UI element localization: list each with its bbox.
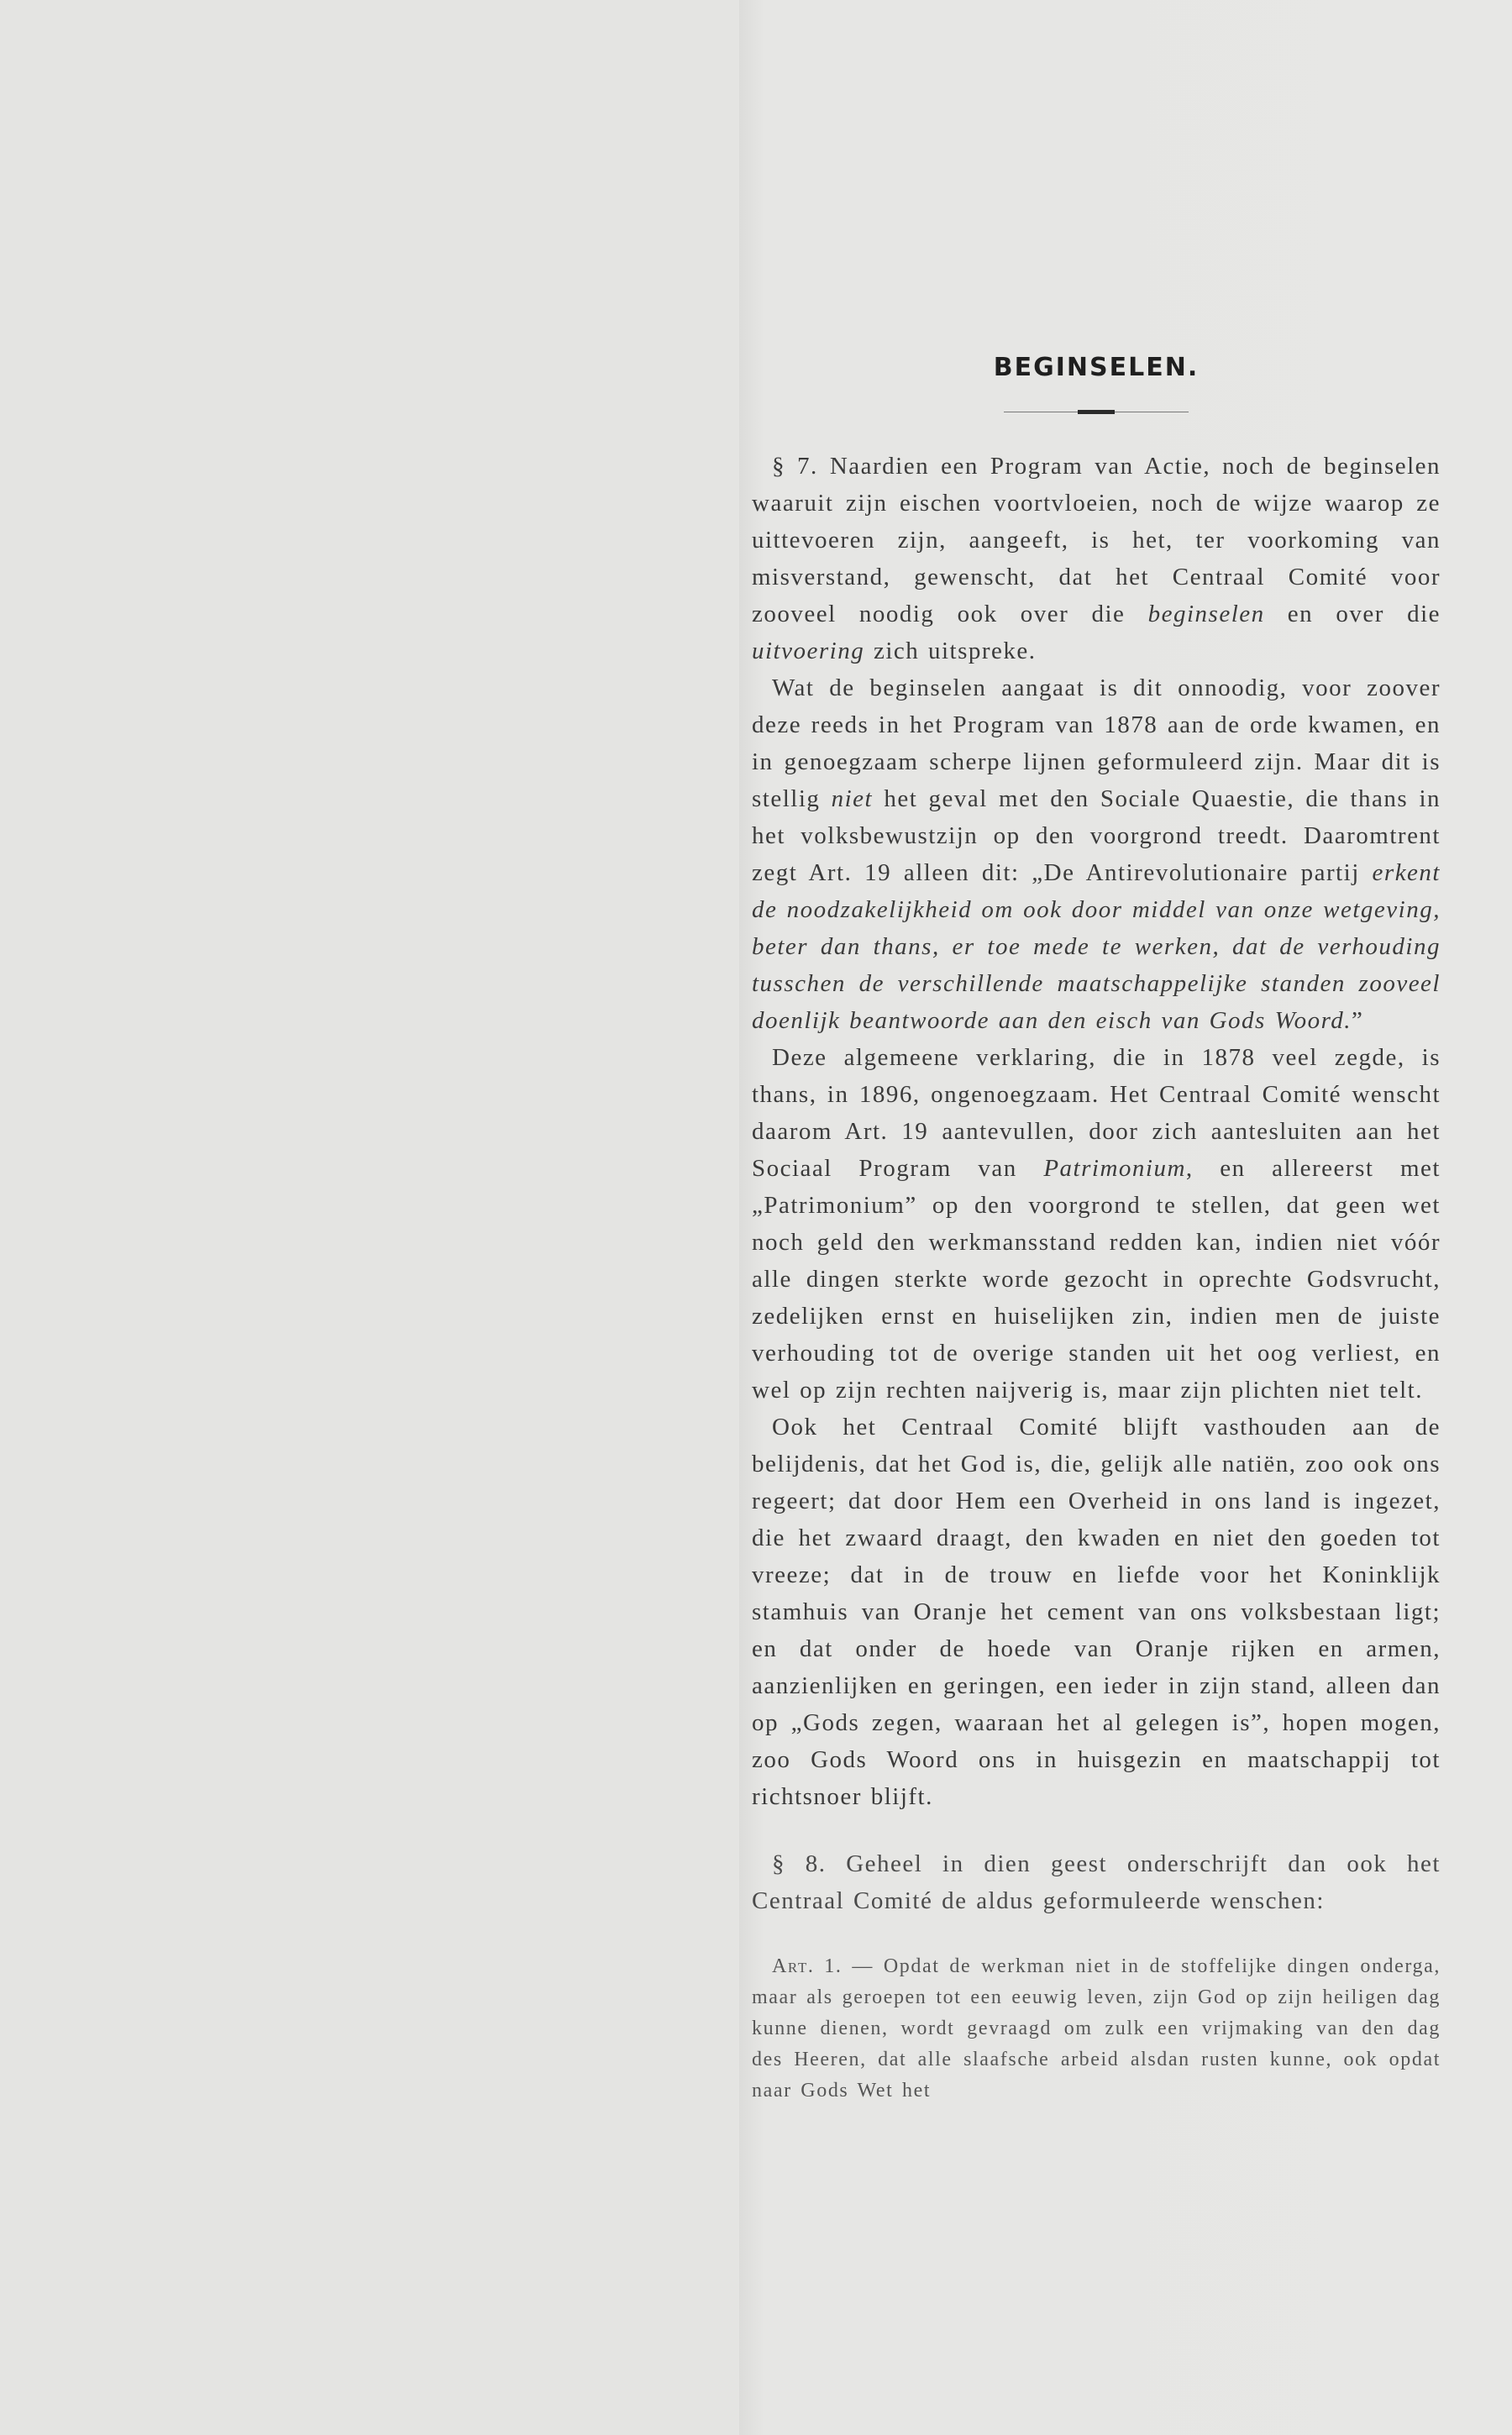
ornamental-divider — [1004, 409, 1189, 416]
paragraph-verklaring — [752, 1039, 1441, 1409]
article-label: Art. 1. — [772, 1955, 843, 1977]
paragraph-beginselen — [752, 669, 1441, 1039]
emphasis: beginselen — [1147, 601, 1265, 627]
page-title: BEGINSELEN. — [993, 353, 1200, 382]
text-run: Deze algemeene verklaring, die in 1878 veel zegde, is thans, in 1896, ongenoegzaam. Het Centraal Comité wenscht daarom Art. 19 aantevullen, door zich aantesluiten aan het Sociaal Program van — [752, 1044, 1441, 1182]
text-run: ” — [1352, 1007, 1364, 1034]
paragraph-section-7 — [752, 448, 1441, 669]
emphasis: erkent de noodzakelijkheid om ook door middel van onze wetgeving, beter dan thans, er toe mede te werken, dat de verhouding tusschen de verschillende maatschappelijke standen zooveel doenlijk beantwoorde aan den eisch van Gods Woord. — [752, 859, 1441, 1034]
paragraph-section-8: § 8. Geheel in dien geest onderschrijft dan ook het Centraal Comité de aldus geformuleerde wenschen: — [752, 1850, 1441, 1914]
emphasis: uitvoering — [752, 638, 865, 664]
text-run: het geval met den Sociale Quaestie, die thans in het volksbewustzijn op den voorgrond treedt. Daaromtrent zegt Art. 19 alleen dit: „De Antirevolutionaire partij — [752, 785, 1441, 886]
text-run: § 7. Naardien een Program van Actie, noch de beginselen waaruit zijn eischen voortvloeien, noch de wijze waarop ze uittevoeren zijn, aangeeft, is het, ter voorkoming van misverstand, gewenscht, dat het Centraal Comité voor zooveel noodig ook over die — [752, 453, 1441, 627]
emphasis: Patrimonium — [1043, 1155, 1186, 1182]
article-text: — Opdat de werkman niet in de stoffelijke dingen onderga, maar als geroepen tot een eeuwig leven, zijn God op zijn heiligen dag kunne dienen, wordt gevraagd om zulk een vrijmaking van den dag des Heeren, dat alle slaafsche arbeid alsdan rusten kunne, ook opdat naar Gods Wet het — [752, 1955, 1441, 2102]
divider-mark — [1078, 410, 1115, 414]
document-body — [752, 448, 1441, 2107]
text-run: zich uitspreke. — [864, 638, 1037, 664]
text-run: en over die — [1264, 601, 1441, 627]
document-page — [752, 336, 1441, 2107]
emphasis: niet — [831, 785, 874, 812]
text-run: Wat de beginselen aangaat is dit onnoodig, voor zoover deze reeds in het Program van 1878 aan de orde kwamen, en in genoegzaam scherpe lijnen geformuleerd zijn. Maar dit is stellig — [752, 674, 1441, 812]
article-1 — [752, 1951, 1441, 2107]
paragraph-belijdenis: Ook het Centraal Comité blijft vasthouden aan de belijdenis, dat het God is, die, gelijk alle natiën, zoo ook ons regeert; dat door Hem een Overheid in ons land is ingezet, die het zwaard draagt, den kwaden en niet den goeden tot vreeze; dat in de trouw en liefde voor het Koninklijk stamhuis van Oranje het cement van ons volksbestaan ligt; en dat onder de hoede van Oranje rijken en armen, aanzienlijken en geringen, een ieder in zijn stand, alleen dan op „Gods zegen, waaraan het al gelegen is”, hopen mogen, zoo Gods Woord ons in huisgezin en maatschappij tot richtsnoer blijft. — [752, 1414, 1441, 1810]
text-run: , en allereerst met „Patrimonium” op den voorgrond te stellen, dat geen wet noch geld den werkmansstand redden kan, indien niet vóór alle dingen sterkte worde gezocht in oprechte Godsvrucht, zedelijken ernst en huiselijken zin, indien men de juiste verhouding tot de overige standen uit het oog verliest, en wel op zijn rechten naijverig is, maar zijn plichten niet telt. — [752, 1155, 1441, 1404]
